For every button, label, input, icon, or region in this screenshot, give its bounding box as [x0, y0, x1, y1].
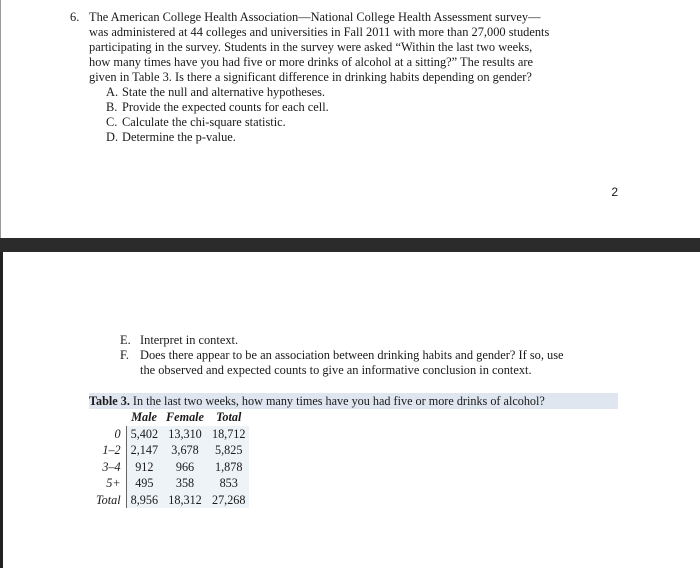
drinking-habits-table [92, 409, 249, 508]
question-text-line: The American College Health Association—National College Health Assessment survey— [89, 10, 541, 24]
table-header-row [92, 409, 249, 426]
question-text-line: how many times have you had five or more drinks of alcohol at a sitting?” The results are [89, 55, 533, 69]
cell-male: 912 [126, 459, 162, 476]
question-parts [106, 85, 629, 145]
cell-female: 13,310 [162, 426, 208, 443]
question-text-line: participating in the survey. Students in the survey were asked “Within the last two weeks, [89, 40, 533, 54]
part-text-continued: the observed and expected counts to give an informative conclusion in context. [140, 363, 532, 377]
page-number: 2 [611, 185, 618, 199]
table-header-cell: Total [216, 410, 242, 424]
row-label: 3–4 [92, 459, 126, 476]
table-row [92, 426, 249, 443]
cell-male: 495 [126, 475, 162, 492]
part-d [106, 130, 629, 145]
table-row [92, 475, 249, 492]
cell-male: 8,956 [126, 492, 162, 509]
cell-female: 966 [162, 459, 208, 476]
cell-total: 27,268 [208, 492, 250, 509]
table-row [92, 459, 249, 476]
cell-total: 5,825 [208, 442, 250, 459]
cell-female: 18,312 [162, 492, 208, 509]
part-b [106, 100, 629, 115]
cell-male: 5,402 [126, 426, 162, 443]
table-header-cell [92, 409, 126, 426]
table-caption-label: Table 3. [89, 394, 130, 408]
part-text: Provide the expected counts for each cell. [122, 100, 329, 114]
page-bottom [0, 252, 700, 568]
table-row [92, 442, 249, 459]
page-top [0, 0, 700, 238]
table-header-cell: Male [131, 410, 157, 424]
part-text: Interpret in context. [140, 333, 239, 347]
continued-parts [120, 333, 620, 378]
part-letter: F. [120, 348, 129, 362]
question-text-line: was administered at 44 colleges and universities in Fall 2011 with more than 27,000 students [89, 25, 550, 39]
row-label: 5+ [92, 475, 126, 492]
table-header-cell: Female [166, 410, 204, 424]
part-text: Does there appear to be an association between drinking habits and gender? If so, use [140, 348, 564, 362]
cell-total: 853 [208, 475, 250, 492]
part-text: Determine the p-value. [122, 130, 236, 144]
cell-male: 2,147 [126, 442, 162, 459]
row-label: 1–2 [92, 442, 126, 459]
table-caption [89, 393, 618, 409]
cell-female: 358 [162, 475, 208, 492]
part-letter: C. [106, 115, 118, 129]
part-a [106, 85, 629, 100]
table-caption-text: In the last two weeks, how many times have you had five or more drinks of alcohol? [129, 394, 545, 408]
part-letter: B. [106, 100, 118, 114]
question-number: 6. [70, 10, 80, 24]
part-c [106, 115, 629, 130]
part-f [120, 348, 620, 363]
table-row-total [92, 492, 249, 509]
cell-female: 3,678 [162, 442, 208, 459]
part-letter: D. [106, 130, 119, 144]
part-letter: A. [106, 85, 119, 99]
part-text: Calculate the chi-square statistic. [122, 115, 286, 129]
row-label: 0 [92, 426, 126, 443]
cell-total: 1,878 [208, 459, 250, 476]
page-separator [0, 238, 700, 252]
part-text: State the null and alternative hypotheses. [122, 85, 326, 99]
question-text-line: given in Table 3. Is there a significant difference in drinking habits depending on gender? [89, 70, 532, 84]
part-e [120, 333, 620, 348]
question-block [70, 10, 629, 145]
cell-total: 18,712 [208, 426, 250, 443]
row-label: Total [92, 492, 126, 509]
part-letter: E. [120, 333, 131, 347]
